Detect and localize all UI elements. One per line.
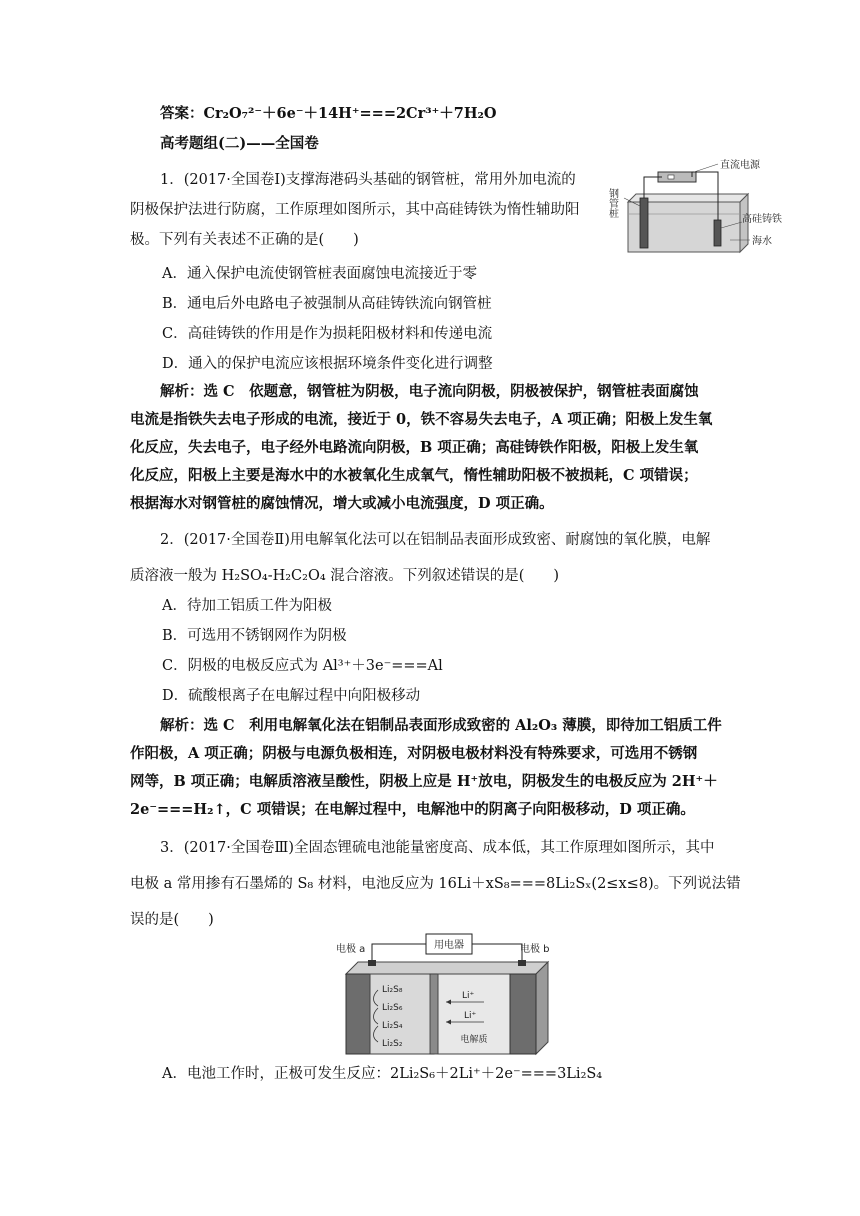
label-li2s6: Li₂S₆ [382, 1003, 403, 1013]
q1-option-d: D．通入的保护电流应该根据环境条件变化进行调整 [162, 356, 493, 372]
label-steel-pile: 钢管桩 [606, 188, 618, 218]
section-title: 高考题组(二)——全国卷 [160, 135, 319, 152]
lithium-sulfur-battery-figure [334, 930, 560, 1058]
q1-option-c: C．高硅铸铁的作用是作为损耗阳极材料和传递电流 [162, 326, 493, 342]
answer-line: 答案：Cr₂O₇²⁻＋6e⁻＋14H⁺===2Cr³⁺＋7H₂O [160, 105, 497, 122]
q1-stem-line-3: 极。下列有关表述不正确的是( ) [130, 232, 359, 248]
label-electrode-b: 电极 b [520, 944, 550, 955]
q2-stem-line-2: 质溶液一般为 H₂SO₄-H₂C₂O₄ 混合溶液。下列叙述错误的是( ) [130, 568, 560, 584]
q1-option-b: B．通电后外电路电子被强制从高硅铸铁流向钢管桩 [162, 296, 492, 312]
q1-analysis-line-5: 根据海水对钢管桩的腐蚀情况，增大或减小电流强度，D 项正确。 [130, 495, 554, 512]
label-li-ion-1: Li⁺ [462, 991, 475, 1001]
q2-option-b: B．可选用不锈钢网作为阴极 [162, 628, 347, 644]
q2-analysis-line-2: 作阳极，A 项正确；阴极与电源负极相连，对阴极电极材料没有特殊要求，可选用不锈钢 [130, 745, 698, 762]
q2-stem-line-1: 2．(2017·全国卷Ⅱ)用电解氧化法可以在铝制品表面形成致密、耐腐蚀的氧化膜，电解 [160, 532, 711, 548]
q2-analysis-line-4: 2e⁻===H₂↑，C 项错误；在电解过程中，电解池中的阴离子向阳极移动，D 项正确。 [130, 801, 695, 818]
label-electrode-a: 电极 a [336, 944, 366, 955]
q1-analysis-line-4: 化反应，阳极上主要是海水中的水被氧化生成氧气，惰性辅助阳极不被损耗，C 项错误； [130, 467, 698, 484]
label-power-source: 直流电源 [720, 160, 760, 171]
q2-analysis-line-3: 网等，B 项正确；电解质溶液呈酸性，阴极上应是 H⁺放电，阴极发生的电极反应为 2H⁺＋ [130, 773, 718, 790]
q1-analysis-line-3: 化反应，失去电子，电子经外电路流向阴极，B 项正确；高硅铸铁作阳极，阳极上发生氧 [130, 439, 699, 456]
q1-stem-line-2: 阴极保护法进行防腐，工作原理如图所示，其中高硅铸铁为惰性辅助阳 [130, 202, 580, 218]
q1-analysis-line-1: 解析：选 C 依题意，钢管桩为阴极，电子流向阴极，阴极被保护，钢管桩表面腐蚀 [160, 383, 699, 400]
q2-option-c: C．阴极的电极反应式为 Al³⁺＋3e⁻===Al [162, 658, 443, 674]
label-high-silicon-iron: 高硅铸铁 [742, 214, 782, 225]
cathodic-protection-figure [606, 158, 785, 260]
label-li-ion-2: Li⁺ [464, 1011, 477, 1021]
q3-stem-line-2: 电极 a 常用掺有石墨烯的 S₈ 材料，电池反应为 16Li＋xS₈===8Li₂Sₓ(2≤x≤8)。下列说法错 [130, 876, 741, 892]
label-li2s8: Li₂S₈ [382, 985, 403, 995]
q3-stem-line-1: 3．(2017·全国卷Ⅲ)全固态锂硫电池能量密度高、成本低，其工作原理如图所示，其中 [160, 840, 715, 856]
label-appliance: 用电器 [434, 940, 464, 951]
label-electrolyte: 电解质 [460, 1035, 488, 1045]
q1-analysis-line-2: 电流是指铁失去电子形成的电流，接近于 0，铁不容易失去电子，A 项正确；阳极上发生氧 [130, 411, 713, 428]
label-seawater: 海水 [752, 236, 772, 247]
q1-stem-line-1: 1．(2017·全国卷Ⅰ)支撑海港码头基础的钢管桩，常用外加电流的 [160, 172, 576, 188]
label-li2s4: Li₂S₄ [382, 1021, 403, 1031]
q2-option-d: D．硫酸根离子在电解过程中向阳极移动 [162, 688, 421, 704]
q2-analysis-line-1: 解析：选 C 利用电解氧化法在铝制品表面形成致密的 Al₂O₃ 薄膜，即待加工铝质工件 [160, 717, 722, 734]
q1-option-a: A．通入保护电流使钢管桩表面腐蚀电流接近于零 [162, 266, 477, 282]
q3-stem-line-3: 误的是( ) [130, 912, 214, 928]
q3-option-a: A．电池工作时，正极可发生反应：2Li₂S₆＋2Li⁺＋2e⁻===3Li₂S₄ [162, 1066, 603, 1082]
q2-option-a: A．待加工铝质工件为阳极 [162, 598, 332, 614]
label-li2s2: Li₂S₂ [382, 1039, 403, 1049]
